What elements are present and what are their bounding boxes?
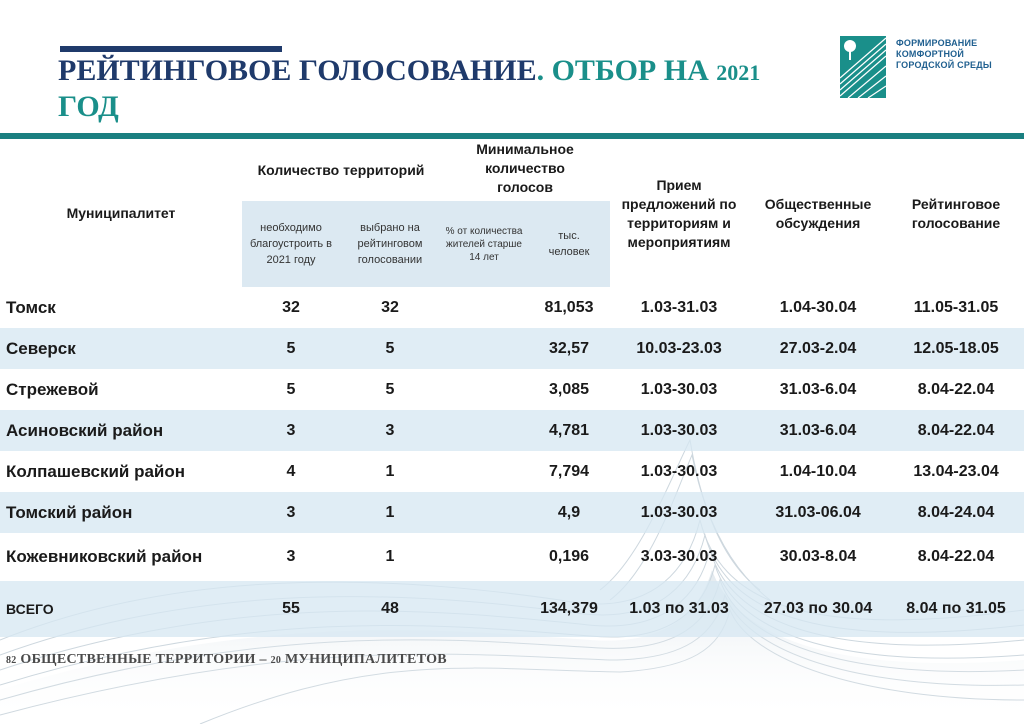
cell-total-proposals: 1.03 по 31.03 (610, 581, 748, 637)
cell-name: Томск (6, 297, 56, 317)
cell-total-need: 55 (242, 581, 340, 637)
cell-discussions: 30.03-8.04 (779, 548, 857, 565)
cell-need: 3 (242, 410, 340, 451)
logo-text (896, 38, 992, 71)
title-accent-bar (60, 46, 282, 52)
cell-need: 3 (242, 492, 340, 533)
header-territories: Количество территорий (257, 162, 425, 178)
cell-total-percent (440, 581, 528, 637)
cell-percent (440, 492, 528, 533)
title-year: 2021 (716, 60, 761, 85)
cell-vote: 8.04-22.04 (888, 410, 1024, 451)
header-divider (0, 133, 1024, 139)
cell-name: Колпашевский район (6, 461, 186, 481)
cell-thousand: 0,196 (549, 548, 590, 565)
logo-building-icon (836, 30, 890, 102)
title-part1: РЕЙТИНГОВОЕ ГОЛОСОВАНИЕ (58, 54, 537, 87)
table-row (0, 410, 1024, 451)
cell-discussions: 1.04-30.04 (779, 298, 857, 316)
cell-selected: 1 (340, 492, 440, 533)
cell-percent (440, 369, 528, 410)
table-row (0, 328, 1024, 369)
cell-discussions: 31.03-6.04 (748, 410, 888, 451)
footer-text-territories: ОБЩЕСТВЕННЫЕ ТЕРРИТОРИИ – (16, 652, 271, 667)
cell-selected: 1 (385, 462, 395, 480)
cell-percent (440, 328, 528, 369)
header-discussions: Общественные обсуждения (764, 195, 872, 231)
cell-proposals: 1.03-30.03 (610, 492, 748, 533)
cell-need: 32 (282, 298, 300, 316)
cell-selected: 1 (385, 548, 395, 565)
table-total-row (0, 581, 1024, 637)
cell-thousand: 7,794 (549, 462, 590, 480)
cell-vote: 8.04-22.04 (917, 380, 995, 398)
cell-need: 5 (242, 328, 340, 369)
cell-thousand: 32,57 (528, 328, 610, 369)
cell-total-thousand: 134,379 (528, 581, 610, 637)
cell-proposals: 1.03-30.03 (640, 380, 718, 398)
cell-thousand: 4,781 (528, 410, 610, 451)
table-row (0, 369, 1024, 410)
header-proposals: Прием предложений по территориям и мероприятиям (621, 176, 737, 250)
cell-percent (440, 410, 528, 451)
subheader-thousand: тыс. человек (528, 201, 610, 287)
subheader-selected: выбрано на рейтинговом голосовании (340, 201, 440, 287)
cell-percent (440, 451, 528, 492)
cell-discussions: 31.03-06.04 (748, 492, 888, 533)
table-row (0, 492, 1024, 533)
cell-need: 3 (286, 548, 296, 565)
cell-name: Асиновский район (0, 410, 242, 451)
table-row (0, 287, 1024, 328)
title-part3: ГОД (58, 90, 119, 123)
cell-total-discussions: 27.03 по 30.04 (748, 581, 888, 637)
cell-proposals: 3.03-30.03 (640, 548, 718, 565)
table-row (0, 533, 1024, 581)
cell-proposals: 1.03-30.03 (640, 462, 718, 480)
cell-need: 4 (286, 462, 296, 480)
cell-name: Стрежевой (6, 379, 99, 399)
logo-line-1: ФОРМИРОВАНИЕ (896, 38, 978, 48)
cell-selected: 5 (385, 380, 395, 398)
logo-line-3: ГОРОДСКОЙ СРЕДЫ (896, 60, 992, 70)
subheader-percent: % от количества жителей старше 14 лет (440, 201, 528, 287)
cell-discussions: 1.04-10.04 (779, 462, 857, 480)
title-dot: . (536, 54, 545, 87)
header-municipality: Муниципалитет (66, 205, 176, 221)
program-logo (836, 30, 996, 102)
cell-proposals: 1.03-31.03 (640, 298, 718, 316)
cell-percent (440, 287, 528, 328)
cell-vote: 8.04-24.04 (888, 492, 1024, 533)
cell-percent (440, 533, 528, 581)
footer-text-municipalities: МУНИЦИПАЛИТЕТОВ (281, 652, 447, 667)
page-title (58, 54, 818, 124)
cell-vote: 12.05-18.05 (888, 328, 1024, 369)
cell-vote: 8.04-22.04 (917, 548, 995, 565)
footer-num-territories: 82 (6, 655, 17, 666)
logo-line-2: КОМФОРТНОЙ (896, 49, 965, 59)
cell-name: Северск (0, 328, 242, 369)
title-part2: ОТБОР НА (544, 54, 717, 87)
cell-proposals: 1.03-30.03 (610, 410, 748, 451)
table-row (0, 451, 1024, 492)
cell-selected: 32 (381, 298, 399, 316)
header-min-votes: Минимальное количество голосов (476, 141, 574, 195)
cell-vote: 11.05-31.05 (913, 298, 999, 316)
cell-total-selected: 48 (340, 581, 440, 637)
cell-proposals: 10.03-23.03 (610, 328, 748, 369)
cell-vote: 13.04-23.04 (913, 462, 999, 480)
cell-name: Томский район (0, 492, 242, 533)
cell-need: 5 (286, 380, 296, 398)
cell-discussions: 27.03-2.04 (748, 328, 888, 369)
header-rating-vote: Рейтинговое голосование (911, 195, 1001, 231)
cell-thousand: 81,053 (544, 298, 594, 316)
voting-schedule-table (0, 140, 1024, 637)
cell-total-vote: 8.04 по 31.05 (888, 581, 1024, 637)
cell-thousand: 3,085 (549, 380, 590, 398)
footer-num-municipalities: 20 (270, 655, 282, 666)
subheader-need: необходимо благоустроить в 2021 году (242, 201, 340, 287)
cell-name: Кожевниковский район (6, 547, 203, 566)
footer-summary (6, 652, 447, 668)
cell-selected: 3 (340, 410, 440, 451)
cell-thousand: 4,9 (528, 492, 610, 533)
cell-discussions: 31.03-6.04 (779, 380, 857, 398)
cell-total-name: ВСЕГО (0, 581, 242, 637)
cell-selected: 5 (340, 328, 440, 369)
